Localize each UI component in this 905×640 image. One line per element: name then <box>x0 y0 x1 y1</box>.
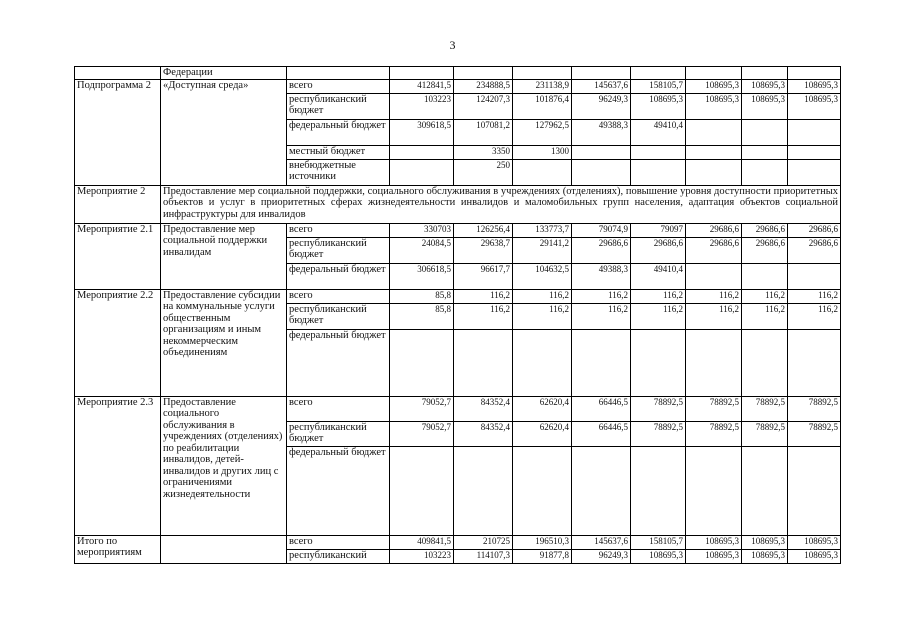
value-cell: 330703 <box>390 223 454 237</box>
value-cell: 108695,3 <box>686 549 742 563</box>
value-cell: 116,2 <box>686 289 742 303</box>
value-cell: 29686,6 <box>788 237 841 263</box>
value-cell: 107081,2 <box>454 119 513 145</box>
value-cell: 108695,3 <box>631 549 686 563</box>
value-cell: 3350 <box>454 145 513 159</box>
activity-label: Мероприятие 2.1 <box>75 223 161 289</box>
value-cell <box>572 145 631 159</box>
value-cell <box>454 329 513 396</box>
value-cell <box>788 67 841 80</box>
value-cell: 49410,4 <box>631 119 686 145</box>
value-cell: 108695,3 <box>788 79 841 93</box>
funding-source: всего <box>287 396 390 421</box>
value-cell: 78892,5 <box>788 421 841 446</box>
value-cell: 108695,3 <box>788 549 841 563</box>
value-cell: 116,2 <box>788 303 841 329</box>
value-cell <box>742 329 788 396</box>
value-cell: 79052,7 <box>390 396 454 421</box>
activity-label: Подпрограмма 2 <box>75 79 161 185</box>
activity-label: Итого по мероприятиям <box>75 535 161 563</box>
value-cell: 126256,4 <box>454 223 513 237</box>
value-cell <box>686 159 742 185</box>
value-cell <box>572 159 631 185</box>
activity-label: Мероприятие 2.3 <box>75 396 161 535</box>
value-cell: 108695,3 <box>686 79 742 93</box>
table-row <box>75 535 841 549</box>
value-cell: 101876,4 <box>513 93 572 119</box>
value-cell: 79074,9 <box>572 223 631 237</box>
value-cell: 108695,3 <box>742 93 788 119</box>
value-cell: 108695,3 <box>742 535 788 549</box>
value-cell: 116,2 <box>454 289 513 303</box>
value-cell: 108695,3 <box>686 535 742 549</box>
funding-source: всего <box>287 289 390 303</box>
value-cell: 29686,6 <box>686 237 742 263</box>
value-cell: 49388,3 <box>572 263 631 289</box>
funding-source: внебюджетные источники <box>287 159 390 185</box>
value-cell <box>742 67 788 80</box>
funding-source: республиканский <box>287 549 390 563</box>
value-cell: 79097 <box>631 223 686 237</box>
funding-source: всего <box>287 223 390 237</box>
value-cell: 306618,5 <box>390 263 454 289</box>
value-cell: 78892,5 <box>742 396 788 421</box>
value-cell: 96617,7 <box>454 263 513 289</box>
value-cell <box>788 446 841 535</box>
value-cell: 108695,3 <box>742 79 788 93</box>
value-cell <box>631 159 686 185</box>
value-cell: 250 <box>454 159 513 185</box>
value-cell: 78892,5 <box>742 421 788 446</box>
value-cell: 96249,3 <box>572 93 631 119</box>
value-cell: 116,2 <box>686 303 742 329</box>
value-cell: 196510,3 <box>513 535 572 549</box>
value-cell: 66446,5 <box>572 421 631 446</box>
funding-source: федеральный бюджет <box>287 263 390 289</box>
value-cell <box>686 119 742 145</box>
value-cell <box>788 119 841 145</box>
value-cell: 62620,4 <box>513 421 572 446</box>
activity-name: Предоставление субсидии на коммунальные услуги общественным организациям и иным некоммерческим объединениям <box>161 289 287 396</box>
name-cell: Федерации <box>161 67 287 80</box>
value-cell: 49388,3 <box>572 119 631 145</box>
funding-source: федеральный бюджет <box>287 446 390 535</box>
funding-source: федеральный бюджет <box>287 329 390 396</box>
value-cell: 29686,6 <box>742 223 788 237</box>
page-number: 3 <box>449 38 456 52</box>
value-cell: 116,2 <box>788 289 841 303</box>
value-cell: 96249,3 <box>572 549 631 563</box>
value-cell: 78892,5 <box>686 396 742 421</box>
value-cell <box>742 159 788 185</box>
value-cell: 78892,5 <box>631 396 686 421</box>
value-cell: 124207,3 <box>454 93 513 119</box>
value-cell <box>686 67 742 80</box>
activity-name <box>161 535 287 563</box>
value-cell: 104632,5 <box>513 263 572 289</box>
value-cell <box>513 329 572 396</box>
table-row <box>75 185 841 223</box>
activity-label: Мероприятие 2 <box>75 185 161 223</box>
value-cell: 116,2 <box>454 303 513 329</box>
value-cell <box>788 263 841 289</box>
value-cell: 116,2 <box>631 289 686 303</box>
value-cell: 84352,4 <box>454 396 513 421</box>
value-cell: 116,2 <box>572 303 631 329</box>
value-cell <box>454 446 513 535</box>
table-row <box>75 67 841 80</box>
value-cell: 85,8 <box>390 303 454 329</box>
value-cell: 29686,6 <box>631 237 686 263</box>
value-cell: 29638,7 <box>454 237 513 263</box>
value-cell <box>513 67 572 80</box>
value-cell <box>686 145 742 159</box>
value-cell: 158105,7 <box>631 535 686 549</box>
label-cell <box>75 67 161 80</box>
value-cell: 145637,6 <box>572 79 631 93</box>
value-cell: 234888,5 <box>454 79 513 93</box>
activity-description: Предоставление мер социальной поддержки, социального обслуживания в учреждениях (отделениях), повышение уровня доступности приоритетных объектов и услуг в приоритетных сферах жизнедеятельности инвалидов и маломобильных групп населения, адаптация объектов социальной инфраструктуры для инвалидов <box>161 185 841 223</box>
funding-source: местный бюджет <box>287 145 390 159</box>
value-cell <box>390 67 454 80</box>
value-cell: 133773,7 <box>513 223 572 237</box>
value-cell: 78892,5 <box>788 396 841 421</box>
activity-name: Предоставление социального обслуживания в учреждениях (отделениях) по реабилитации инвалидов, детей-инвалидов и других лиц с ограничениями жизнедеятельности <box>161 396 287 535</box>
value-cell <box>513 159 572 185</box>
value-cell: 108695,3 <box>788 93 841 119</box>
table-row <box>75 396 841 421</box>
value-cell <box>686 446 742 535</box>
table-row <box>75 79 841 93</box>
value-cell <box>513 446 572 535</box>
value-cell: 108695,3 <box>742 549 788 563</box>
value-cell <box>390 446 454 535</box>
funding-source: всего <box>287 535 390 549</box>
value-cell: 49410,4 <box>631 263 686 289</box>
value-cell: 29686,6 <box>742 237 788 263</box>
type-cell <box>287 67 390 80</box>
funding-source: федеральный бюджет <box>287 119 390 145</box>
value-cell: 231138,9 <box>513 79 572 93</box>
activity-label: Мероприятие 2.2 <box>75 289 161 396</box>
value-cell <box>788 159 841 185</box>
value-cell: 116,2 <box>631 303 686 329</box>
value-cell: 108695,3 <box>631 93 686 119</box>
budget-table <box>74 66 841 564</box>
value-cell: 108695,3 <box>686 93 742 119</box>
value-cell <box>788 329 841 396</box>
value-cell: 78892,5 <box>686 421 742 446</box>
value-cell: 91877,8 <box>513 549 572 563</box>
funding-source: республиканский бюджет <box>287 93 390 119</box>
value-cell <box>742 263 788 289</box>
value-cell: 116,2 <box>742 289 788 303</box>
value-cell: 103223 <box>390 93 454 119</box>
activity-name: «Доступная среда» <box>161 79 287 185</box>
value-cell <box>631 67 686 80</box>
value-cell: 114107,3 <box>454 549 513 563</box>
value-cell: 29686,6 <box>572 237 631 263</box>
value-cell <box>390 145 454 159</box>
funding-source: республиканский бюджет <box>287 421 390 446</box>
value-cell <box>454 67 513 80</box>
value-cell <box>572 446 631 535</box>
value-cell: 103223 <box>390 549 454 563</box>
value-cell <box>390 329 454 396</box>
value-cell <box>742 119 788 145</box>
value-cell <box>742 446 788 535</box>
value-cell: 24084,5 <box>390 237 454 263</box>
value-cell: 78892,5 <box>631 421 686 446</box>
value-cell: 66446,5 <box>572 396 631 421</box>
value-cell <box>686 263 742 289</box>
value-cell <box>686 329 742 396</box>
value-cell: 85,8 <box>390 289 454 303</box>
value-cell <box>742 145 788 159</box>
value-cell: 116,2 <box>742 303 788 329</box>
value-cell: 108695,3 <box>788 535 841 549</box>
table-row <box>75 223 841 237</box>
value-cell: 409841,5 <box>390 535 454 549</box>
table-row <box>75 289 841 303</box>
value-cell: 79052,7 <box>390 421 454 446</box>
value-cell: 309618,5 <box>390 119 454 145</box>
value-cell: 116,2 <box>513 289 572 303</box>
value-cell <box>631 145 686 159</box>
value-cell: 29686,6 <box>686 223 742 237</box>
activity-name: Предоставление мер социальной поддержки инвалидам <box>161 223 287 289</box>
value-cell: 145637,6 <box>572 535 631 549</box>
funding-source: республиканский бюджет <box>287 303 390 329</box>
value-cell <box>572 329 631 396</box>
value-cell <box>631 329 686 396</box>
value-cell <box>631 446 686 535</box>
funding-source: всего <box>287 79 390 93</box>
funding-source: республиканский бюджет <box>287 237 390 263</box>
value-cell: 116,2 <box>572 289 631 303</box>
value-cell: 127962,5 <box>513 119 572 145</box>
value-cell <box>572 67 631 80</box>
value-cell <box>788 145 841 159</box>
value-cell: 29141,2 <box>513 237 572 263</box>
value-cell: 29686,6 <box>788 223 841 237</box>
value-cell: 62620,4 <box>513 396 572 421</box>
value-cell: 116,2 <box>513 303 572 329</box>
value-cell: 158105,7 <box>631 79 686 93</box>
value-cell: 1300 <box>513 145 572 159</box>
value-cell: 412841,5 <box>390 79 454 93</box>
value-cell: 84352,4 <box>454 421 513 446</box>
value-cell: 210725 <box>454 535 513 549</box>
value-cell <box>390 159 454 185</box>
